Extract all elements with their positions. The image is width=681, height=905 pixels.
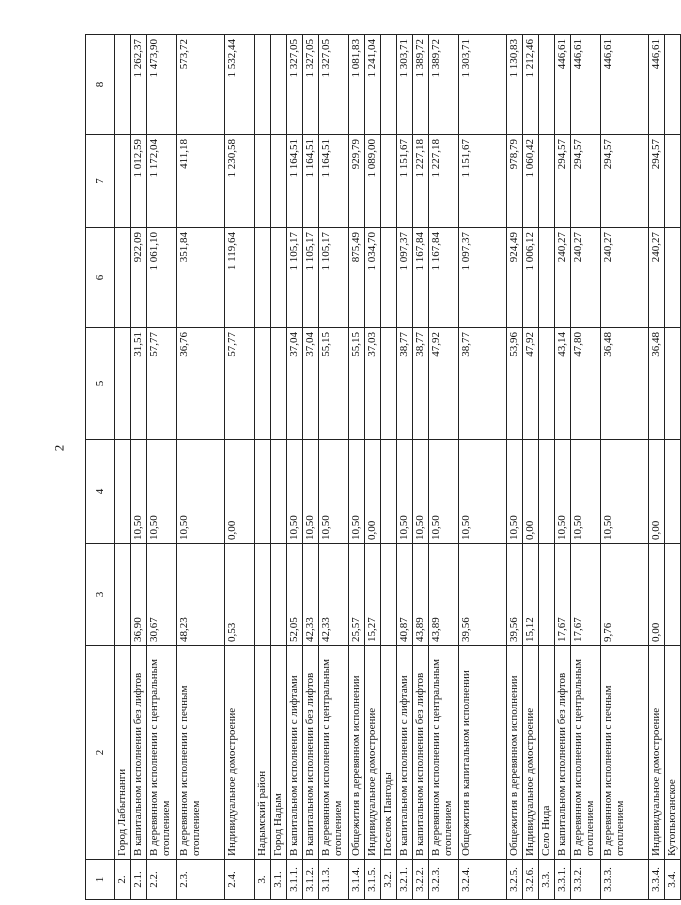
value-cell: 43,89	[413, 544, 429, 646]
value-cell: 1 389,72	[413, 35, 429, 135]
value-cell: 31,51	[131, 328, 147, 440]
row-label-cell: Кутопьюганское	[665, 646, 681, 860]
value-cell: 1 172,04	[147, 135, 177, 228]
row-number-cell: 3.1.2.	[303, 860, 319, 900]
row-label-cell: Поселок Пангоды	[381, 646, 397, 860]
value-cell	[271, 35, 287, 135]
value-cell	[115, 228, 131, 328]
value-cell: 52,05	[287, 544, 303, 646]
value-cell: 10,50	[131, 440, 147, 544]
value-cell: 1 061,10	[147, 228, 177, 328]
value-cell: 1 167,84	[429, 228, 459, 328]
row-number-cell: 3.1.3.	[319, 860, 349, 900]
table-row	[649, 35, 665, 900]
value-cell: 10,50	[601, 440, 649, 544]
value-cell: 1 164,51	[287, 135, 303, 228]
table-row	[349, 35, 365, 900]
value-cell: 446,61	[649, 35, 665, 135]
value-cell: 1 327,05	[319, 35, 349, 135]
value-cell: 240,27	[649, 228, 665, 328]
row-number-cell: 3.3.4.	[649, 860, 665, 900]
row-label-cell: В капитальном исполнении с лифтами	[397, 646, 413, 860]
value-cell	[271, 440, 287, 544]
value-cell: 1 164,51	[319, 135, 349, 228]
value-cell	[665, 328, 681, 440]
value-cell	[255, 544, 271, 646]
rotated-table-container	[85, 35, 678, 900]
value-cell: 1 327,05	[303, 35, 319, 135]
value-cell: 36,76	[177, 328, 225, 440]
row-number-cell: 3.1.4.	[349, 860, 365, 900]
table-row	[555, 35, 571, 900]
value-cell: 9,76	[601, 544, 649, 646]
value-cell: 1 212,46	[523, 35, 539, 135]
value-cell: 30,67	[147, 544, 177, 646]
value-cell: 1 532,44	[225, 35, 255, 135]
value-cell: 1 262,37	[131, 35, 147, 135]
row-number-cell: 3.2.1.	[397, 860, 413, 900]
value-cell: 294,57	[649, 135, 665, 228]
table-header-row	[86, 35, 115, 900]
value-cell: 10,50	[147, 440, 177, 544]
row-number-cell: 3.2.3.	[429, 860, 459, 900]
value-cell: 10,50	[319, 440, 349, 544]
value-cell	[271, 544, 287, 646]
value-cell: 37,04	[303, 328, 319, 440]
value-cell: 240,27	[555, 228, 571, 328]
value-cell	[115, 328, 131, 440]
document-area	[85, 35, 678, 900]
value-cell: 47,92	[429, 328, 459, 440]
table-row	[381, 35, 397, 900]
table-row	[131, 35, 147, 900]
row-number-cell: 3.2.2.	[413, 860, 429, 900]
value-cell: 57,77	[147, 328, 177, 440]
value-cell	[381, 35, 397, 135]
value-cell	[665, 135, 681, 228]
value-cell: 294,57	[555, 135, 571, 228]
column-header: 3	[86, 544, 115, 646]
value-cell	[381, 328, 397, 440]
page-number: 2	[51, 444, 67, 452]
row-number-cell: 3.3.3.	[601, 860, 649, 900]
row-label-cell: Город Надым	[271, 646, 287, 860]
row-label-cell: Индивидуальное домостроение	[649, 646, 665, 860]
row-label-cell: В деревянном исполнении с центральным отоплением	[429, 646, 459, 860]
value-cell	[115, 35, 131, 135]
table-row	[539, 35, 555, 900]
value-cell: 1 327,05	[287, 35, 303, 135]
table-row	[365, 35, 381, 900]
column-header: 1	[86, 860, 115, 900]
value-cell: 15,12	[523, 544, 539, 646]
value-cell: 446,61	[571, 35, 601, 135]
value-cell: 240,27	[571, 228, 601, 328]
row-label-cell: Индивидуальное домостроение	[523, 646, 539, 860]
table-row	[571, 35, 601, 900]
value-cell: 10,50	[429, 440, 459, 544]
value-cell: 1 151,67	[459, 135, 507, 228]
row-label-cell: В капитальном исполнении без лифтов	[131, 646, 147, 860]
value-cell: 38,77	[397, 328, 413, 440]
table-row	[507, 35, 523, 900]
value-cell: 1 151,67	[397, 135, 413, 228]
value-cell: 40,87	[397, 544, 413, 646]
value-cell: 1 303,71	[459, 35, 507, 135]
value-cell: 17,67	[571, 544, 601, 646]
row-number-cell: 3.2.4.	[459, 860, 507, 900]
row-label-cell: Общежития в деревянном исполнении	[349, 646, 365, 860]
value-cell: 39,56	[507, 544, 523, 646]
row-number-cell: 3.2.	[381, 860, 397, 900]
value-cell: 294,57	[571, 135, 601, 228]
value-cell: 53,96	[507, 328, 523, 440]
value-cell	[539, 135, 555, 228]
table-row	[255, 35, 271, 900]
value-cell: 47,92	[523, 328, 539, 440]
row-label-cell: В капитальном исполнении без лифтов	[413, 646, 429, 860]
row-number-cell: 2.1.	[131, 860, 147, 900]
column-header: 2	[86, 646, 115, 860]
value-cell: 17,67	[555, 544, 571, 646]
value-cell: 38,77	[413, 328, 429, 440]
value-cell	[539, 328, 555, 440]
value-cell: 1 167,84	[413, 228, 429, 328]
table-row	[397, 35, 413, 900]
value-cell: 1 164,51	[303, 135, 319, 228]
row-label-cell: В деревянном исполнении с центральным отоплением	[147, 646, 177, 860]
value-cell	[381, 228, 397, 328]
row-number-cell: 3.2.5.	[507, 860, 523, 900]
row-label-cell: Село Нида	[539, 646, 555, 860]
value-cell: 38,77	[459, 328, 507, 440]
table-row	[225, 35, 255, 900]
value-cell: 43,89	[429, 544, 459, 646]
value-cell: 922,09	[131, 228, 147, 328]
value-cell: 294,57	[601, 135, 649, 228]
row-number-cell: 2.	[115, 860, 131, 900]
value-cell	[665, 440, 681, 544]
row-label-cell: В капитальном исполнении без лифтов	[303, 646, 319, 860]
value-cell: 10,50	[413, 440, 429, 544]
value-cell: 36,48	[649, 328, 665, 440]
value-cell: 1 230,58	[225, 135, 255, 228]
value-cell: 10,50	[459, 440, 507, 544]
value-cell: 1 105,17	[287, 228, 303, 328]
value-cell	[271, 135, 287, 228]
value-cell: 43,14	[555, 328, 571, 440]
value-cell: 48,23	[177, 544, 225, 646]
table-row	[429, 35, 459, 900]
value-cell	[115, 135, 131, 228]
value-cell	[381, 135, 397, 228]
value-cell: 1 060,42	[523, 135, 539, 228]
value-cell: 10,50	[349, 440, 365, 544]
value-cell: 1 303,71	[397, 35, 413, 135]
value-cell	[381, 440, 397, 544]
value-cell	[539, 35, 555, 135]
table-row	[459, 35, 507, 900]
value-cell: 0,00	[649, 544, 665, 646]
value-cell: 929,79	[349, 135, 365, 228]
value-cell: 1 081,83	[349, 35, 365, 135]
value-cell: 351,84	[177, 228, 225, 328]
value-cell: 39,56	[459, 544, 507, 646]
row-label-cell: В капитальном исполнении без лифтов	[555, 646, 571, 860]
row-number-cell: 2.3.	[177, 860, 225, 900]
value-cell: 875,49	[349, 228, 365, 328]
value-cell: 25,57	[349, 544, 365, 646]
table-row	[413, 35, 429, 900]
value-cell: 55,15	[349, 328, 365, 440]
table-row	[665, 35, 681, 900]
row-number-cell: 3.3.1.	[555, 860, 571, 900]
value-cell	[255, 228, 271, 328]
row-label-cell: Город Лабытнанги	[115, 646, 131, 860]
value-cell: 47,80	[571, 328, 601, 440]
value-cell: 10,50	[287, 440, 303, 544]
value-cell: 10,50	[555, 440, 571, 544]
value-cell: 15,27	[365, 544, 381, 646]
value-cell: 1 227,18	[429, 135, 459, 228]
value-cell: 0,00	[523, 440, 539, 544]
value-cell	[271, 328, 287, 440]
value-cell	[539, 440, 555, 544]
row-number-cell: 3.2.6.	[523, 860, 539, 900]
value-cell: 411,18	[177, 135, 225, 228]
value-cell: 1 097,37	[459, 228, 507, 328]
row-number-cell: 3.1.5.	[365, 860, 381, 900]
tariff-table	[85, 34, 681, 900]
column-header: 4	[86, 440, 115, 544]
table-row	[303, 35, 319, 900]
value-cell	[115, 544, 131, 646]
row-number-cell: 3.4.	[665, 860, 681, 900]
value-cell: 240,27	[601, 228, 649, 328]
value-cell: 0,53	[225, 544, 255, 646]
value-cell: 924,49	[507, 228, 523, 328]
row-label-cell: В капитальном исполнении с лифтами	[287, 646, 303, 860]
column-header: 6	[86, 228, 115, 328]
value-cell	[381, 544, 397, 646]
row-label-cell: В деревянном исполнении с печным отоплением	[601, 646, 649, 860]
value-cell: 0,00	[365, 440, 381, 544]
row-number-cell: 3.	[255, 860, 271, 900]
value-cell: 10,50	[507, 440, 523, 544]
value-cell: 1 389,72	[429, 35, 459, 135]
row-label-cell: Общежития в капитальном исполнении	[459, 646, 507, 860]
value-cell: 36,90	[131, 544, 147, 646]
value-cell: 1 034,70	[365, 228, 381, 328]
table-row	[271, 35, 287, 900]
value-cell: 1 097,37	[397, 228, 413, 328]
row-label-cell: Индивидуальное домостроение	[365, 646, 381, 860]
value-cell	[665, 228, 681, 328]
value-cell: 978,79	[507, 135, 523, 228]
table-row	[601, 35, 649, 900]
row-label-cell: Надымский район	[255, 646, 271, 860]
row-number-cell: 3.3.2.	[571, 860, 601, 900]
row-number-cell: 3.1.1.	[287, 860, 303, 900]
row-number-cell: 2.2.	[147, 860, 177, 900]
table-row	[147, 35, 177, 900]
value-cell: 42,33	[303, 544, 319, 646]
column-header: 5	[86, 328, 115, 440]
value-cell: 10,50	[303, 440, 319, 544]
value-cell: 1 012,59	[131, 135, 147, 228]
row-label-cell: В деревянном исполнении с центральным отоплением	[319, 646, 349, 860]
value-cell	[539, 544, 555, 646]
table-row	[523, 35, 539, 900]
value-cell: 0,00	[649, 440, 665, 544]
value-cell: 10,50	[177, 440, 225, 544]
value-cell: 42,33	[319, 544, 349, 646]
value-cell	[665, 35, 681, 135]
value-cell: 446,61	[555, 35, 571, 135]
value-cell: 55,15	[319, 328, 349, 440]
value-cell	[255, 440, 271, 544]
table-row	[115, 35, 131, 900]
value-cell	[665, 544, 681, 646]
value-cell: 1 241,04	[365, 35, 381, 135]
row-label-cell: Общежития в деревянном исполнении	[507, 646, 523, 860]
value-cell: 1 089,00	[365, 135, 381, 228]
value-cell	[271, 228, 287, 328]
value-cell	[255, 135, 271, 228]
value-cell: 37,04	[287, 328, 303, 440]
value-cell: 446,61	[601, 35, 649, 135]
value-cell	[255, 35, 271, 135]
value-cell: 37,03	[365, 328, 381, 440]
column-header: 7	[86, 135, 115, 228]
value-cell: 1 006,12	[523, 228, 539, 328]
row-number-cell: 3.1.	[271, 860, 287, 900]
row-number-cell: 3.3.	[539, 860, 555, 900]
value-cell: 573,72	[177, 35, 225, 135]
value-cell: 1 130,83	[507, 35, 523, 135]
row-number-cell: 2.4.	[225, 860, 255, 900]
value-cell: 57,77	[225, 328, 255, 440]
value-cell: 10,50	[397, 440, 413, 544]
value-cell: 0,00	[225, 440, 255, 544]
value-cell: 36,48	[601, 328, 649, 440]
value-cell	[115, 440, 131, 544]
table-row	[319, 35, 349, 900]
value-cell: 10,50	[571, 440, 601, 544]
value-cell: 1 119,64	[225, 228, 255, 328]
value-cell: 1 105,17	[303, 228, 319, 328]
table-row	[177, 35, 225, 900]
row-label-cell: Индивидуальное домостроение	[225, 646, 255, 860]
column-header: 8	[86, 35, 115, 135]
value-cell: 1 473,90	[147, 35, 177, 135]
value-cell: 1 227,18	[413, 135, 429, 228]
table-row	[287, 35, 303, 900]
row-label-cell: В деревянном исполнении с печным отоплением	[177, 646, 225, 860]
value-cell	[539, 228, 555, 328]
value-cell: 1 105,17	[319, 228, 349, 328]
value-cell	[255, 328, 271, 440]
row-label-cell: В деревянном исполнении с центральным отоплением	[571, 646, 601, 860]
